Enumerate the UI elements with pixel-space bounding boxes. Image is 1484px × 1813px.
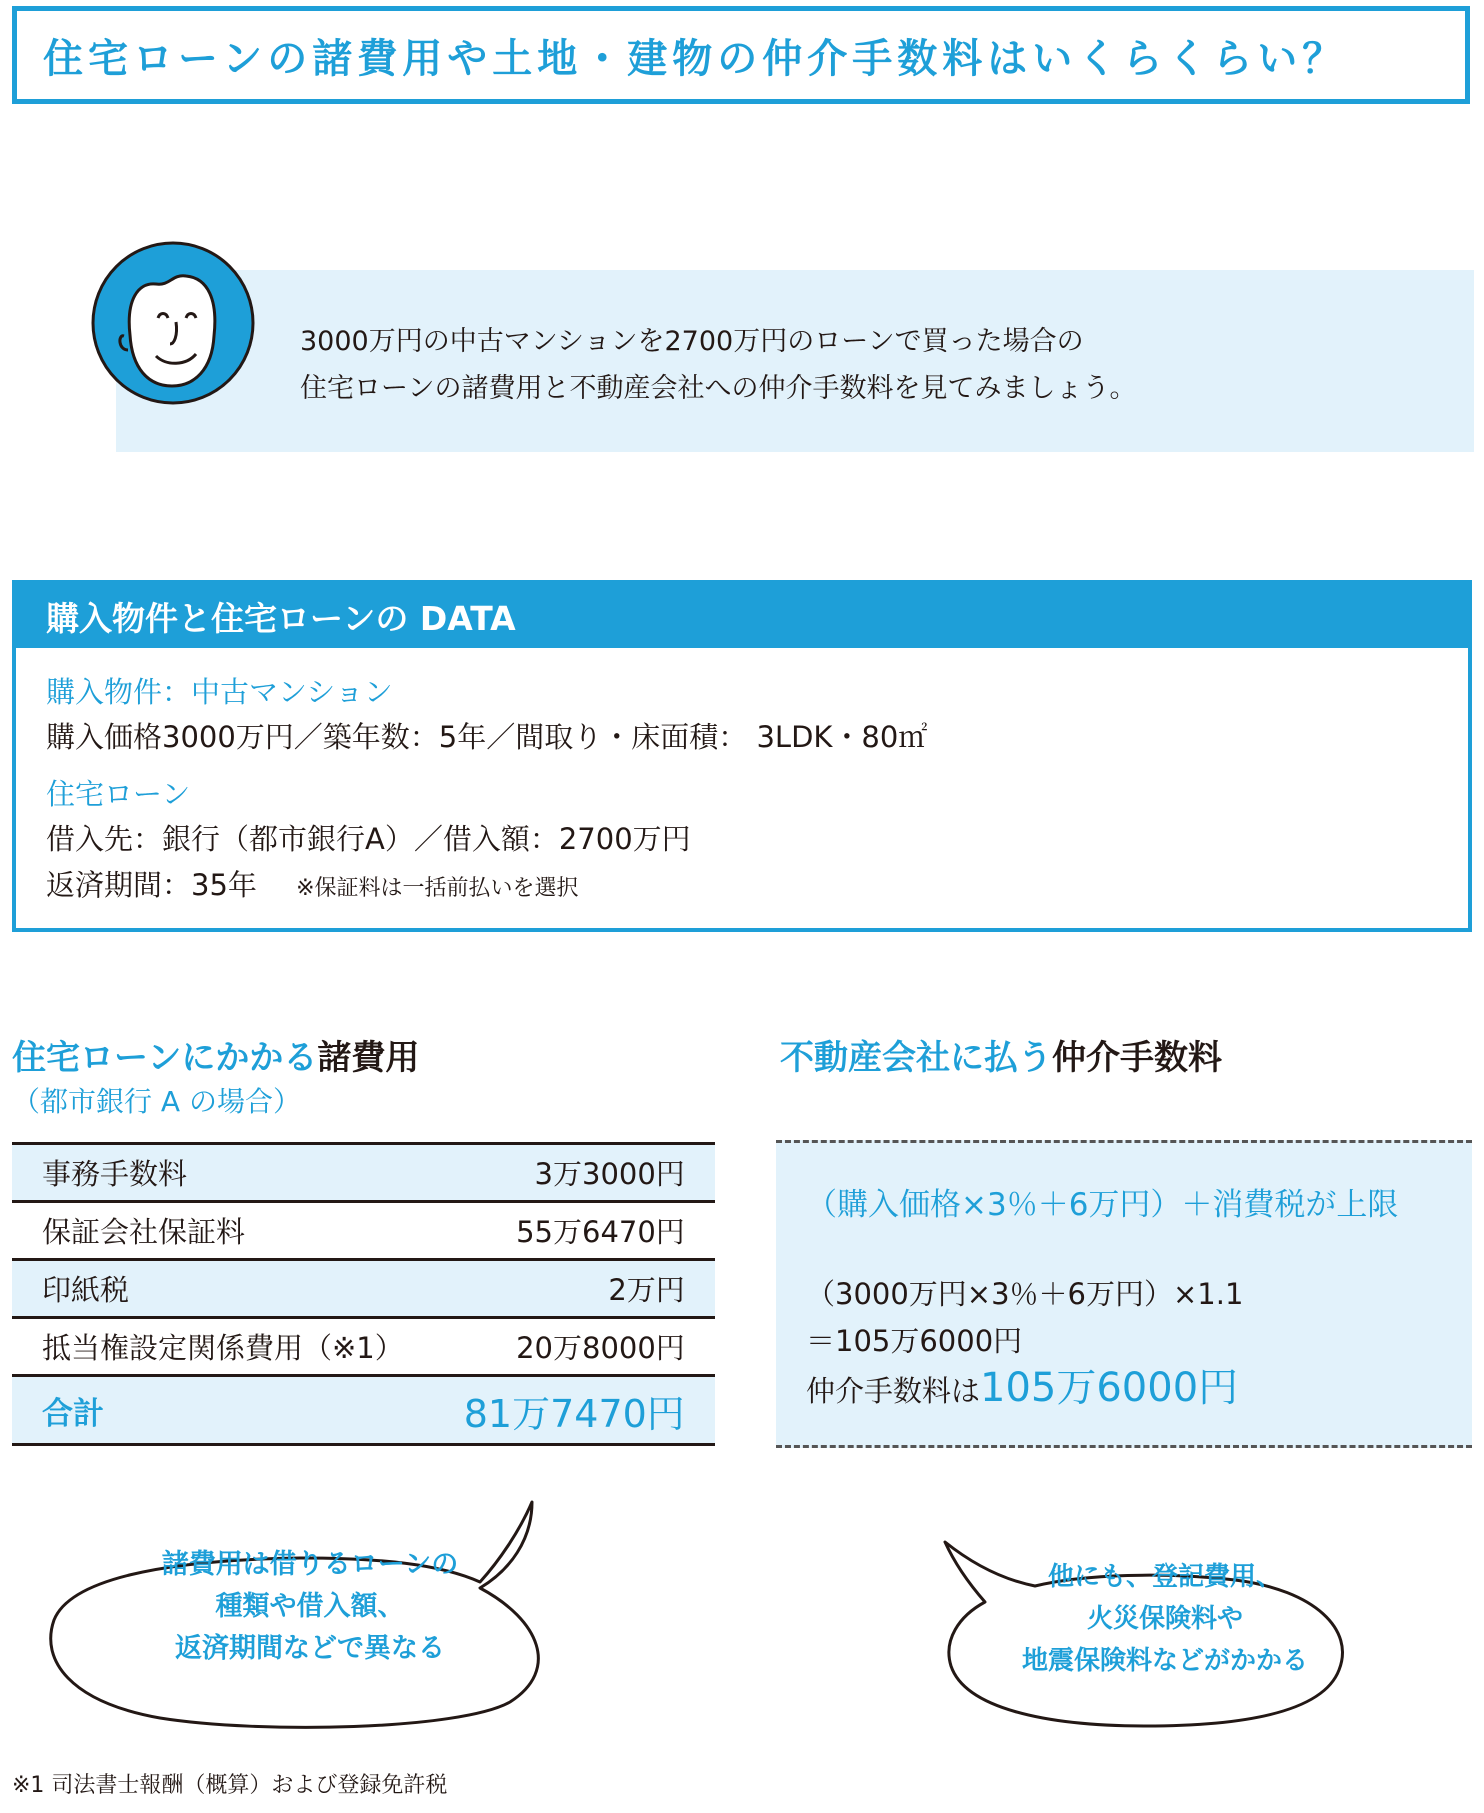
fees-title-black: 諸費用 <box>317 1038 420 1078</box>
loan-line-2 <box>46 862 927 908</box>
footnote: ※1 司法書士報酬（概算）および登録免許税 <box>12 1773 448 1798</box>
broker-title <box>780 1030 1222 1079</box>
fees-table <box>12 1142 715 1446</box>
fee-value: 3万3000円 <box>434 1144 715 1202</box>
data-box <box>12 580 1472 932</box>
intro-text <box>300 318 1136 412</box>
bubble-left-line: 返済期間などで異なる <box>175 1633 445 1664</box>
fees-title-blue: 住宅ローンにかかる <box>12 1038 318 1078</box>
loan-term: 返済期間：35年 <box>46 868 257 902</box>
fee-label: 抵当権設定関係費用（※1） <box>12 1318 434 1376</box>
fee-label: 保証会社保証料 <box>12 1202 434 1260</box>
property-label: 購入物件：中古マンション <box>46 675 393 709</box>
broker-title-blue: 不動産会社に払う <box>780 1038 1052 1078</box>
data-box-body <box>46 670 927 908</box>
fees-subtitle: （都市銀行 A の場合） <box>12 1085 301 1118</box>
bubble-right-line: 他にも、登記費用、 <box>1047 1562 1282 1592</box>
table-row <box>12 1202 715 1260</box>
calc-line-2: ＝105万6000円 <box>806 1324 1023 1358</box>
speech-bubble-right-text <box>985 1556 1345 1682</box>
calc-line-1: （3000万円×3％＋6万円）×1.1 <box>806 1277 1244 1311</box>
broker-formula: （購入価格×3％＋6万円）＋消費税が上限 <box>806 1187 1399 1223</box>
fee-value: 55万6470円 <box>434 1202 715 1260</box>
fees-title <box>12 1030 419 1079</box>
broker-calculation <box>806 1271 1243 1415</box>
data-box-header: 購入物件と住宅ローンの DATA <box>16 584 1468 648</box>
result-prefix: 仲介手数料は <box>806 1374 981 1408</box>
broker-title-black: 仲介手数料 <box>1052 1038 1222 1078</box>
loan-label: 住宅ローン <box>46 777 191 811</box>
table-row <box>12 1318 715 1376</box>
total-label: 合計 <box>12 1376 434 1445</box>
broker-box <box>776 1140 1472 1448</box>
fee-label: 事務手数料 <box>12 1144 434 1202</box>
bubble-left-line: 種類や借入額、 <box>215 1591 405 1622</box>
fee-value: 2万円 <box>434 1260 715 1318</box>
calc-result <box>806 1365 1243 1415</box>
total-value: 81万7470円 <box>434 1376 715 1445</box>
table-row <box>12 1260 715 1318</box>
result-value: 105万6000円 <box>980 1365 1239 1411</box>
loan-note: ※保証料は一括前払いを選択 <box>296 876 579 901</box>
title-box <box>12 6 1470 104</box>
character-face-icon <box>90 240 256 406</box>
fee-value: 20万8000円 <box>434 1318 715 1376</box>
table-row <box>12 1144 715 1202</box>
page-title: 住宅ローンの諸費用や土地・建物の仲介手数料はいくらくらい？ <box>43 35 1348 82</box>
loan-line-1: 借入先：銀行（都市銀行A）／借入額：2700万円 <box>46 822 691 856</box>
bubble-right-line: 火災保険料や <box>1086 1604 1243 1634</box>
bubble-left-line: 諸費用は借りるローンの <box>161 1549 459 1580</box>
bubble-right-line: 地震保険料などがかかる <box>1021 1646 1308 1676</box>
speech-bubble-left-text <box>150 1544 470 1670</box>
intro-line-1: 3000万円の中古マンションを2700万円のローンで買った場合の <box>300 326 1084 357</box>
property-details: 購入価格3000万円／築年数：5年／間取り・床面積： 3LDK・80㎡ <box>46 720 928 754</box>
total-row <box>12 1376 715 1445</box>
fee-label: 印紙税 <box>12 1260 434 1318</box>
intro-line-2: 住宅ローンの諸費用と不動産会社への仲介手数料を見てみましょう。 <box>300 373 1137 404</box>
